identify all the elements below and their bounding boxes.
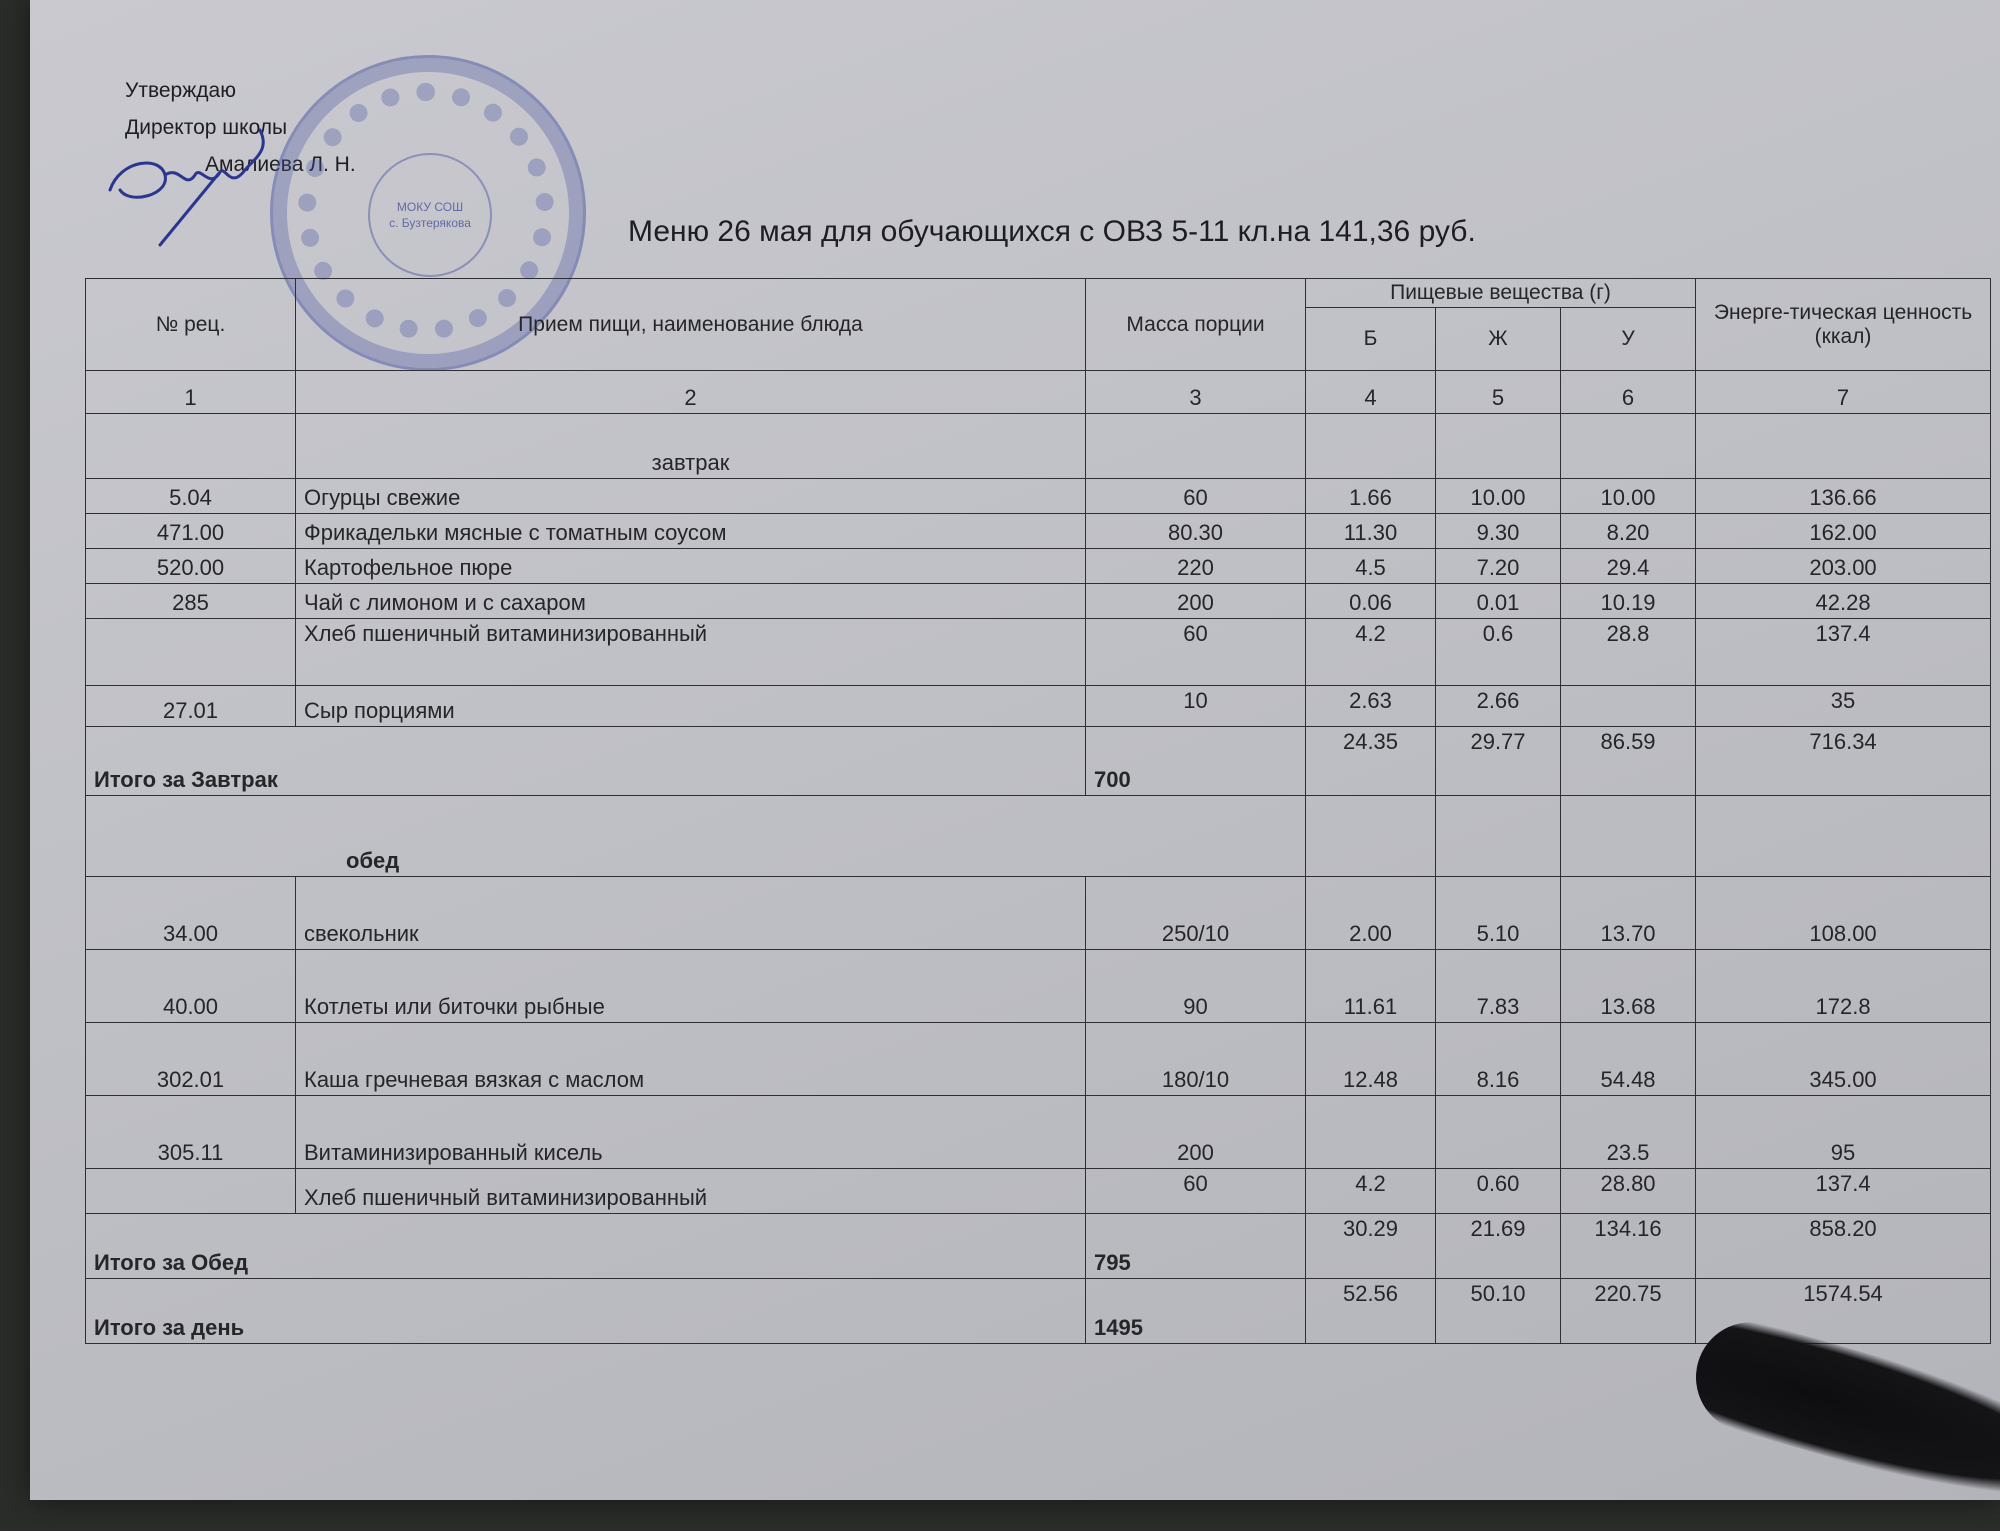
- day-total-fats: 50.10: [1436, 1279, 1561, 1344]
- empty-cell: [1086, 414, 1306, 479]
- lunch-total-mass: 795: [1086, 1214, 1306, 1279]
- portion-mass: 60: [1086, 479, 1306, 514]
- dish-name: Картофельное пюре: [296, 549, 1086, 584]
- fats: 10.00: [1436, 479, 1561, 514]
- header-recipe-no: № рец.: [86, 279, 296, 371]
- proteins: 4.2: [1306, 619, 1436, 686]
- carbs: 10.00: [1561, 479, 1696, 514]
- table-row: [86, 877, 1991, 950]
- proteins: 0.06: [1306, 584, 1436, 619]
- total-label: [86, 1214, 1086, 1279]
- stamp-center: [368, 153, 492, 277]
- meal-label-lunch: обед: [86, 796, 1306, 877]
- lunch-total-label: Итого за Обед: [94, 1250, 249, 1275]
- total-label: [86, 727, 1086, 796]
- col-number: 5: [1436, 371, 1561, 414]
- proteins: 11.61: [1306, 950, 1436, 1023]
- carbs: 8.20: [1561, 514, 1696, 549]
- day-total-energy: 1574.54: [1696, 1279, 1991, 1344]
- stamp-text-2: с. Бузтерякова: [389, 216, 471, 230]
- col-number: 6: [1561, 371, 1696, 414]
- carbs: 10.19: [1561, 584, 1696, 619]
- day-total-label: Итого за день: [94, 1315, 245, 1340]
- recipe-no: [86, 1169, 296, 1214]
- header-row-1: [86, 279, 1991, 308]
- table-row: [86, 584, 1991, 619]
- recipe-no: 27.01: [86, 686, 296, 727]
- header-nutrients: Пищевые вещества (г): [1306, 279, 1696, 308]
- lunch-total-row: [86, 1214, 1991, 1279]
- dish-name: свекольник: [296, 877, 1086, 950]
- col-number: 3: [1086, 371, 1306, 414]
- table-row: [86, 479, 1991, 514]
- approval-position: Директор школы: [125, 116, 288, 139]
- header-dish-name: Прием пищи, наименование блюда: [296, 279, 1086, 371]
- dish-name: Фрикадельки мясные с томатным соусом: [296, 514, 1086, 549]
- energy: 42.28: [1696, 584, 1991, 619]
- fats: 8.16: [1436, 1023, 1561, 1096]
- header-energy: Энерге-тическая ценность (ккал): [1696, 279, 1991, 371]
- stamp-text-1: МОКУ СОШ: [396, 200, 464, 214]
- table-row: [86, 686, 1991, 727]
- dish-name: Огурцы свежие: [296, 479, 1086, 514]
- dish-name: Хлеб пшеничный витаминизированный: [296, 619, 1086, 686]
- table-row: [86, 1169, 1991, 1214]
- col-number: 4: [1306, 371, 1436, 414]
- carbs: 23.5: [1561, 1096, 1696, 1169]
- breakfast-header-row: [86, 414, 1991, 479]
- lunch-total-proteins: 30.29: [1306, 1214, 1436, 1279]
- fats: 9.30: [1436, 514, 1561, 549]
- proteins: 4.2: [1306, 1169, 1436, 1214]
- empty-cell: [1696, 796, 1991, 877]
- recipe-no: 40.00: [86, 950, 296, 1023]
- dish-name: Чай с лимоном и с сахаром: [296, 584, 1086, 619]
- energy: 137.4: [1696, 619, 1991, 686]
- menu-table: [85, 278, 1991, 1344]
- col-number: 7: [1696, 371, 1991, 414]
- energy: 35: [1696, 686, 1991, 727]
- table-row: [86, 514, 1991, 549]
- day-total-mass: 1495: [1086, 1279, 1306, 1344]
- energy: 108.00: [1696, 877, 1991, 950]
- proteins: 12.48: [1306, 1023, 1436, 1096]
- meal-label-breakfast: завтрак: [296, 414, 1086, 479]
- breakfast-total-proteins: 24.35: [1306, 727, 1436, 796]
- total-label: [86, 1279, 1086, 1344]
- document-sheet: [30, 0, 2000, 1500]
- fats: 0.01: [1436, 584, 1561, 619]
- table-row: [86, 1096, 1991, 1169]
- portion-mass: 200: [1086, 584, 1306, 619]
- breakfast-total-mass: 700: [1086, 727, 1306, 796]
- energy: 95: [1696, 1096, 1991, 1169]
- page-title: Меню 26 мая для обучающихся с ОВЗ 5-11 кл.на 141,36 руб.: [628, 215, 1476, 248]
- carbs: 54.48: [1561, 1023, 1696, 1096]
- proteins: 11.30: [1306, 514, 1436, 549]
- breakfast-total-carbs: 86.59: [1561, 727, 1696, 796]
- recipe-no: 34.00: [86, 877, 296, 950]
- dish-name: Котлеты или биточки рыбные: [296, 950, 1086, 1023]
- fats: 7.20: [1436, 549, 1561, 584]
- empty-cell: [1561, 796, 1696, 877]
- fats: 5.10: [1436, 877, 1561, 950]
- portion-mass: 80.30: [1086, 514, 1306, 549]
- empty-cell: [1696, 414, 1991, 479]
- breakfast-total-row: [86, 727, 1991, 796]
- recipe-no: 305.11: [86, 1096, 296, 1169]
- director-signature: [100, 120, 290, 250]
- breakfast-total-energy: 716.34: [1696, 727, 1991, 796]
- table-row: [86, 1023, 1991, 1096]
- breakfast-total-fats: 29.77: [1436, 727, 1561, 796]
- lunch-header-row: [86, 796, 1991, 877]
- lunch-total-carbs: 134.16: [1561, 1214, 1696, 1279]
- recipe-no: 285: [86, 584, 296, 619]
- table-row: [86, 619, 1991, 686]
- dish-name: Витаминизированный кисель: [296, 1096, 1086, 1169]
- portion-mass: 60: [1086, 1169, 1306, 1214]
- dish-name: Хлеб пшеничный витаминизированный: [296, 1169, 1086, 1214]
- empty-cell: [86, 414, 296, 479]
- portion-mass: 90: [1086, 950, 1306, 1023]
- carbs: 13.70: [1561, 877, 1696, 950]
- recipe-no: 471.00: [86, 514, 296, 549]
- empty-cell: [1306, 414, 1436, 479]
- fats: 2.66: [1436, 686, 1561, 727]
- recipe-no: 302.01: [86, 1023, 296, 1096]
- header-carbs: У: [1561, 308, 1696, 371]
- breakfast-total-label: Итого за Завтрак: [94, 767, 278, 792]
- carbs: 13.68: [1561, 950, 1696, 1023]
- energy: 345.00: [1696, 1023, 1991, 1096]
- empty-cell: [1561, 414, 1696, 479]
- table-row: [86, 549, 1991, 584]
- approval-heading: Утверждаю: [125, 79, 236, 102]
- day-total-proteins: 52.56: [1306, 1279, 1436, 1344]
- proteins: 1.66: [1306, 479, 1436, 514]
- portion-mass: 60: [1086, 619, 1306, 686]
- lunch-total-energy: 858.20: [1696, 1214, 1991, 1279]
- carbs: [1561, 686, 1696, 727]
- fats: 0.6: [1436, 619, 1561, 686]
- portion-mass: 200: [1086, 1096, 1306, 1169]
- col-number: 2: [296, 371, 1086, 414]
- approval-name: Амалиева Л. Н.: [205, 153, 356, 176]
- empty-cell: [1436, 796, 1561, 877]
- energy: 137.4: [1696, 1169, 1991, 1214]
- empty-cell: [1436, 414, 1561, 479]
- proteins: 4.5: [1306, 549, 1436, 584]
- energy: 203.00: [1696, 549, 1991, 584]
- portion-mass: 10: [1086, 686, 1306, 727]
- portion-mass: 250/10: [1086, 877, 1306, 950]
- empty-cell: [1306, 796, 1436, 877]
- col-number: 1: [86, 371, 296, 414]
- proteins: 2.00: [1306, 877, 1436, 950]
- header-portion-mass: Масса порции: [1086, 279, 1306, 371]
- lunch-total-fats: 21.69: [1436, 1214, 1561, 1279]
- table-row: [86, 950, 1991, 1023]
- recipe-no: [86, 619, 296, 686]
- header-proteins: Б: [1306, 308, 1436, 371]
- column-number-row: [86, 371, 1991, 414]
- dish-name: Сыр порциями: [296, 686, 1086, 727]
- dish-name: Каша гречневая вязкая с маслом: [296, 1023, 1086, 1096]
- portion-mass: 220: [1086, 549, 1306, 584]
- carbs: 28.8: [1561, 619, 1696, 686]
- fats: 0.60: [1436, 1169, 1561, 1214]
- energy: 136.66: [1696, 479, 1991, 514]
- proteins: 2.63: [1306, 686, 1436, 727]
- carbs: 28.80: [1561, 1169, 1696, 1214]
- energy: 172.8: [1696, 950, 1991, 1023]
- day-total-row: [86, 1279, 1991, 1344]
- recipe-no: 5.04: [86, 479, 296, 514]
- portion-mass: 180/10: [1086, 1023, 1306, 1096]
- energy: 162.00: [1696, 514, 1991, 549]
- fats: [1436, 1096, 1561, 1169]
- recipe-no: 520.00: [86, 549, 296, 584]
- fats: 7.83: [1436, 950, 1561, 1023]
- carbs: 29.4: [1561, 549, 1696, 584]
- header-fats: Ж: [1436, 308, 1561, 371]
- day-total-carbs: 220.75: [1561, 1279, 1696, 1344]
- proteins: [1306, 1096, 1436, 1169]
